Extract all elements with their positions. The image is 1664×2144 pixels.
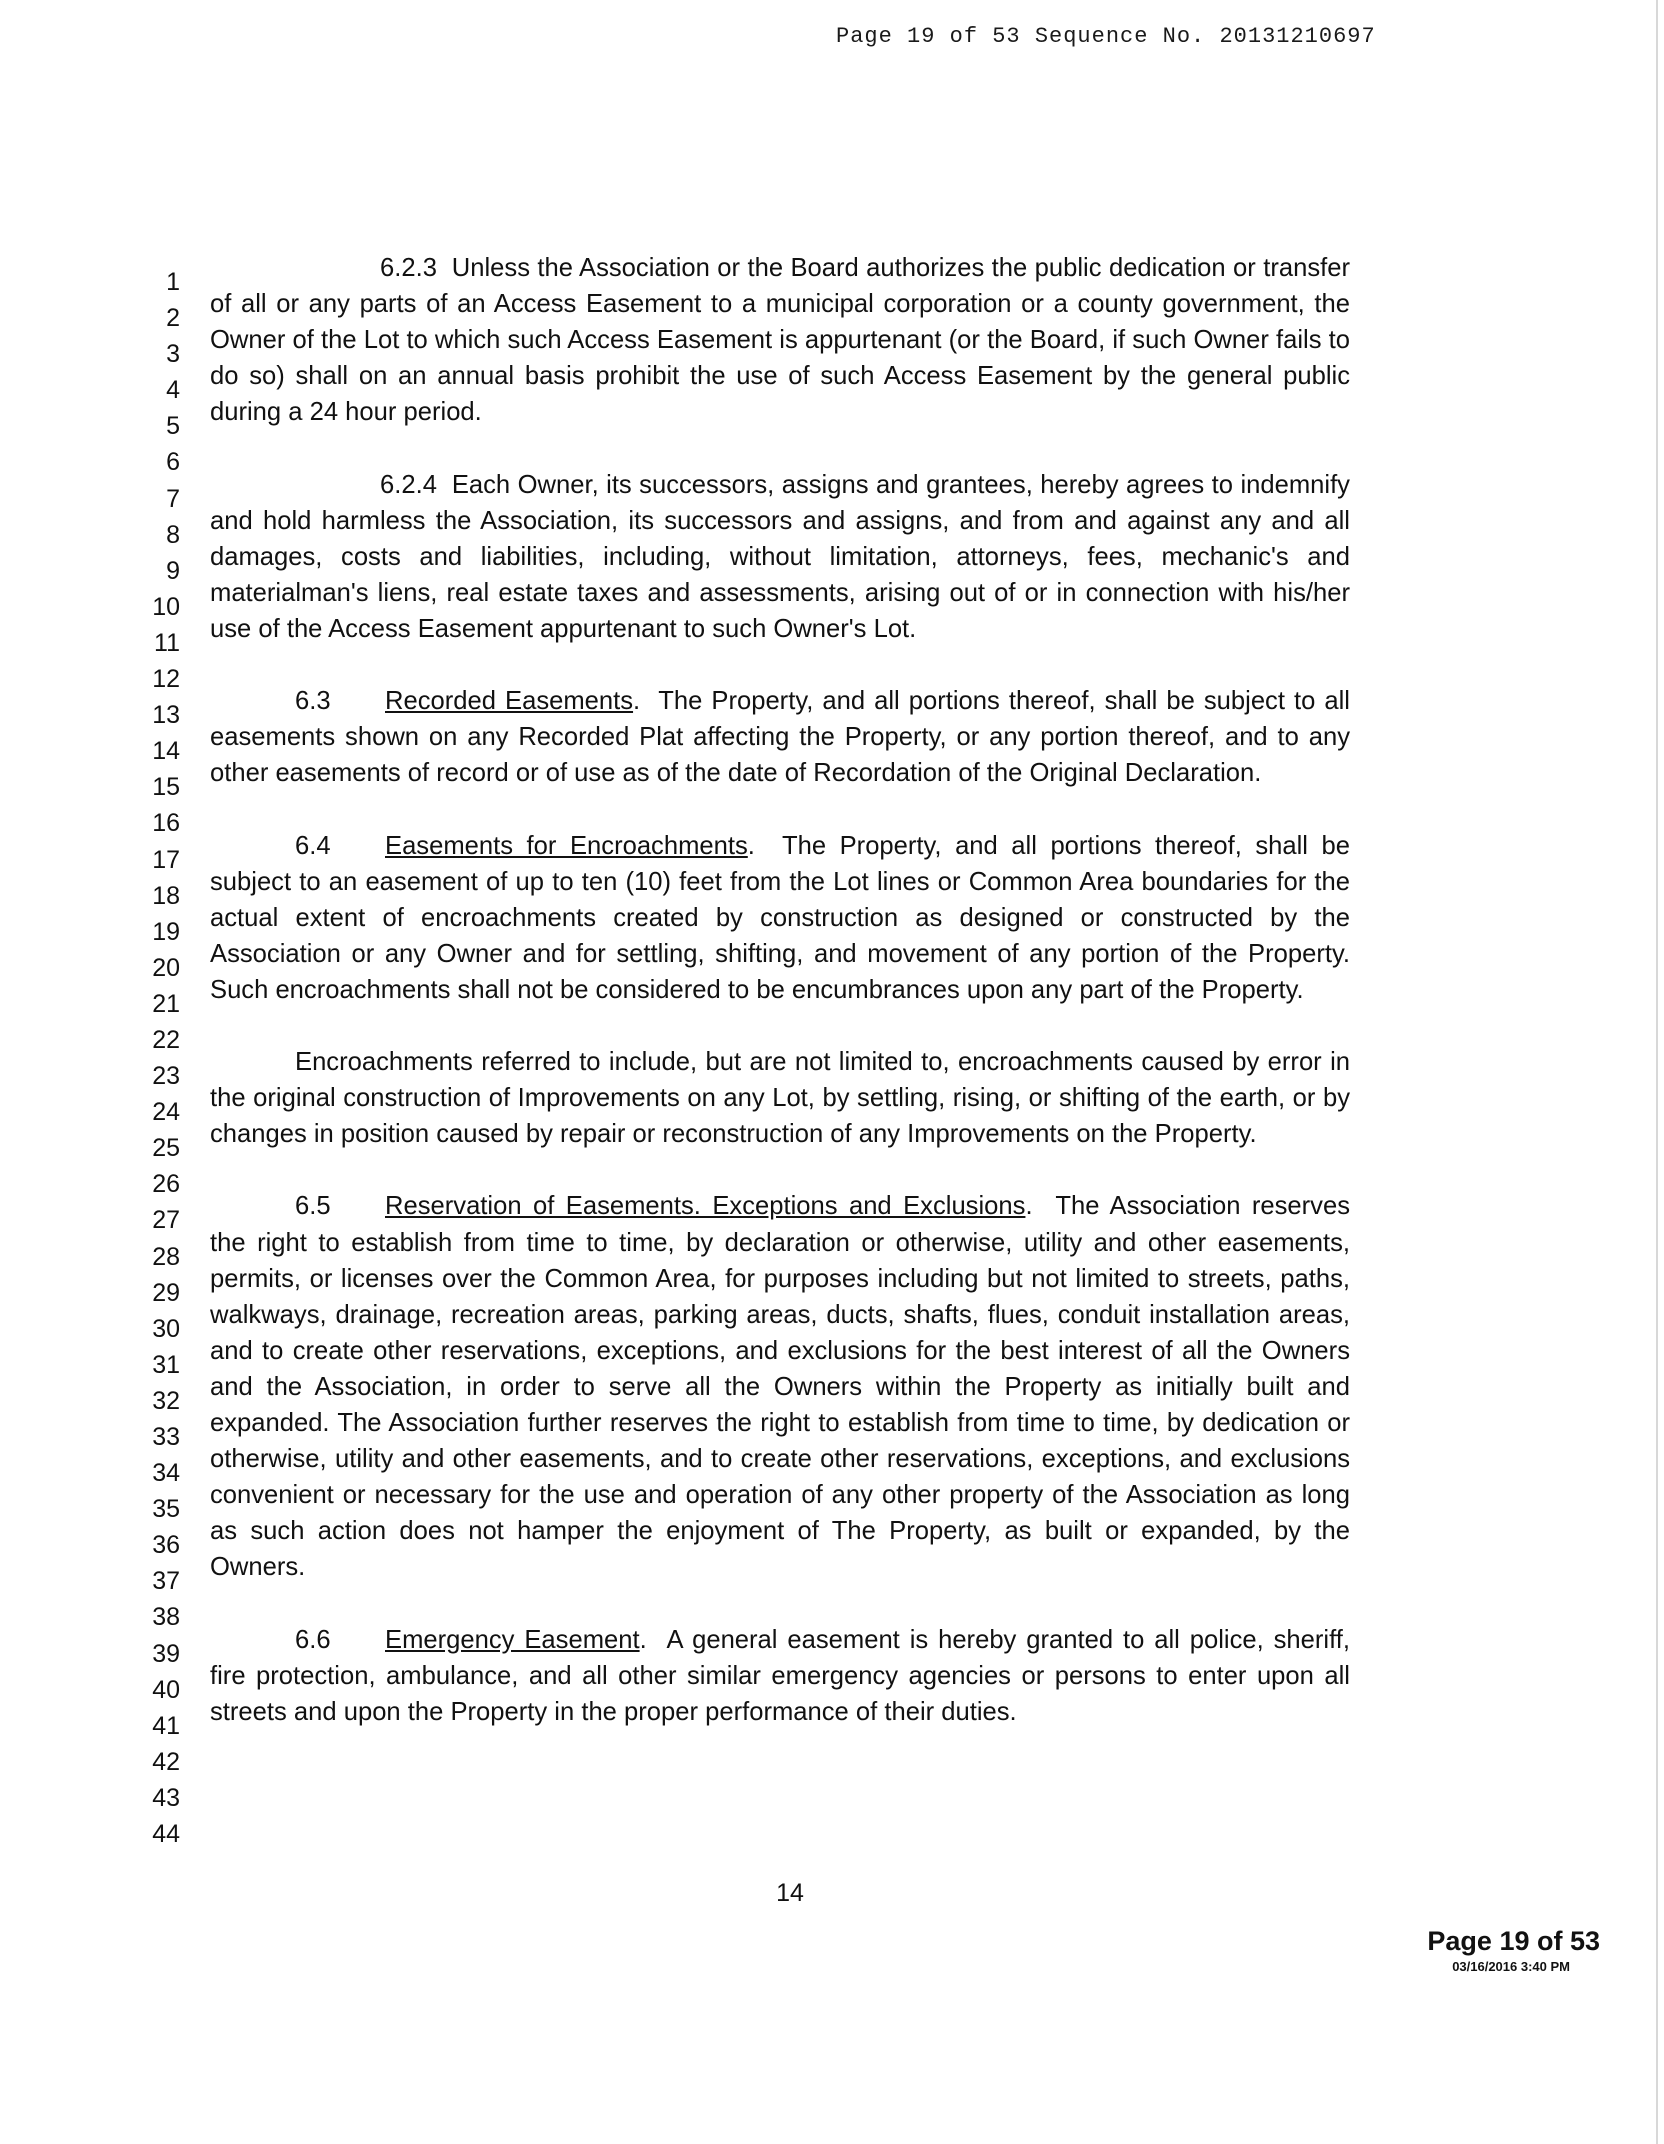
section-heading: Reservation of Easements. Exceptions and Exclusions	[385, 1192, 1026, 1221]
paragraph-6-5: 6.5 Reservation of Easements. Exceptions and Exclusions. The Association reserves the right to establish from time to time, by declaration or otherwise, utility and other easements, permits, or licenses over the Common Area, for purposes including but not limited to streets, paths, walkways, drainage, recreation areas, parking areas, ducts, shafts, flues, conduit installation areas, and to create other reservations, exceptions, and exclusions for the best interest of all the Owners and the Association, in order to serve all the Owners within the Property as initially built and expanded. The Association further reserves the right to establish from time to time, by dedication or otherwise, utility and other easements, and to create other reservations, exceptions, and exclusions convenient or necessary for the use and operation of any other property of the Association as long as such action does not hamper the enjoyment of The Property, as built or expanded, by the Owners.	[210, 1188, 1350, 1585]
line-number: 4	[166, 376, 180, 405]
line-number: 35	[152, 1495, 180, 1524]
line-number: 39	[152, 1639, 180, 1668]
section-number: 6.2.3	[380, 254, 437, 282]
line-number: 30	[152, 1314, 180, 1343]
paragraph-6-4: 6.4 Easements for Encroachments. The Property, and all portions thereof, shall be subject to an easement of up to ten (10) feet from the Lot lines or Common Area boundaries for the actual extent of encroachments created by construction as designed or constructed by the Association or any Owner and for settling, shifting, and movement of any portion of the Property. Such encroachments shall not be considered to be encumbrances upon any part of the Property.	[210, 828, 1350, 1008]
paragraph-6-3: 6.3 Recorded Easements. The Property, and all portions thereof, shall be subject to all easements shown on any Recorded Plat affecting the Property, or any portion thereof, and to any other easements of record or of use as of the date of Recordation of the Original Declaration.	[210, 683, 1350, 791]
paragraph-6-2-3	[210, 250, 1350, 430]
paragraph-6-4-continued	[210, 1044, 1350, 1152]
line-number: 25	[152, 1134, 180, 1163]
line-number: 3	[166, 340, 180, 369]
paragraph-text: Each Owner, its successors, assigns and grantees, hereby agrees to indemnify and hold harmless the Association, its successors and assigns, and from and against any and all damages, costs and liabilities, including, without limitation, attorneys, fees, mechanic's and materialman's liens, real estate taxes and assessments, arising out of or in connection with his/her use of the Access Easement appurtenant to such Owner's Lot.	[210, 470, 1350, 643]
line-number: 44	[152, 1820, 180, 1849]
line-number: 42	[152, 1747, 180, 1776]
paragraph-6-2-4	[210, 467, 1350, 647]
section-heading: Easements for Encroachments	[385, 831, 748, 860]
line-number: 7	[166, 484, 180, 513]
line-number: 17	[152, 845, 180, 874]
section-heading: Emergency Easement	[385, 1625, 640, 1654]
section-heading: Recorded Easements	[385, 687, 634, 716]
section-number: 6.2.4	[380, 470, 437, 499]
document-body	[210, 250, 1350, 1730]
line-number: 33	[152, 1423, 180, 1451]
line-number: 29	[152, 1278, 180, 1307]
line-number: 13	[152, 701, 180, 730]
line-number: 15	[152, 773, 180, 802]
line-number-column	[130, 264, 180, 1852]
line-number: 38	[152, 1603, 180, 1632]
paragraph-text: The Property, and all portions thereof, shall be subject to an easement of up to ten (10) feet from the Lot lines or Common Area boundaries for the actual extent of encroachments created by construction as designed or constructed by the Association or any Owner and for settling, shifting, and movement of any portion of the Property. Such encroachments shall not be considered to be encumbrances upon any part of the Property.	[210, 831, 1350, 1004]
header-sequence-stamp: Page 19 of 53 Sequence No. 20131210697	[836, 24, 1376, 49]
section-number: 6.4	[295, 831, 331, 860]
line-number: 11	[154, 628, 180, 657]
line-number: 36	[152, 1531, 180, 1560]
paragraph-text: The Association reserves the right to establish from time to time, by declaration or otherwise, utility and other easements, permits, or licenses over the Common Area, for purposes including but not limited to streets, paths, walkways, drainage, recreation areas, parking areas, ducts, shafts, flues, conduit installation areas, and to create other reservations, exceptions, and exclusions for the best interest of all the Owners and the Association, in order to serve all the Owners within the Property as initially built and expanded. The Association further reserves the right to establish from time to time, by dedication or otherwise, utility and other easements, and to create other reservations, exceptions, and exclusions convenient or necessary for the use and operation of any other property of the Association as long as such action does not hamper the enjoyment of The Property, as built or expanded, by the Owners.	[210, 1192, 1350, 1582]
line-number: 8	[166, 520, 180, 549]
line-number: 37	[152, 1567, 180, 1596]
line-number: 40	[152, 1675, 180, 1704]
line-number: 26	[152, 1170, 180, 1199]
line-number: 41	[152, 1711, 180, 1740]
line-number: 2	[166, 304, 180, 333]
paragraph-6-6: 6.6 Emergency Easement. A general easement is hereby granted to all police, sheriff, fire protection, ambulance, and all other similar emergency agencies or persons to enter upon all streets and upon the Property in the proper performance of their duties.	[210, 1622, 1350, 1730]
page-number: 14	[776, 1879, 804, 1907]
line-number: 14	[152, 737, 180, 766]
paragraph-text: Encroachments referred to include, but are not limited to, encroachments caused by error in the original construction of Improvements on any Lot, by settling, rising, or shifting of the earth, or by changes in position caused by repair or reconstruction of any Improvements on the Property.	[210, 1048, 1350, 1149]
footer-stamp	[1380, 1926, 1600, 1974]
section-number: 6.3	[295, 687, 331, 716]
paragraph-text: A general easement is hereby granted to all police, sheriff, fire protection, ambulance, and all other similar emergency agencies or persons to enter upon all streets and upon the Property in the proper performance of their duties.	[210, 1625, 1350, 1726]
paragraph-text: The Property, and all portions thereof, shall be subject to all easements shown on any Recorded Plat affecting the Property, or any portion thereof, and to any other easements of record or of use as of the date of Recordation of the Original Declaration.	[210, 687, 1350, 788]
line-number: 24	[152, 1098, 180, 1127]
page-edge-line	[1656, 0, 1658, 2144]
line-number: 1	[166, 268, 180, 296]
line-number: 6	[166, 448, 180, 477]
line-number: 31	[152, 1350, 180, 1379]
line-number: 16	[152, 809, 180, 838]
line-number: 28	[152, 1242, 180, 1271]
paragraph-text: Unless the Association or the Board authorizes the public dedication or transfer of all or any parts of an Access Easement to a municipal corporation or a county government, the Owner of the Lot to which such Access Easement is appurtenant (or the Board, if such Owner fails to do so) shall on an annual basis prohibit the use of such Access Easement by the general public during a 24 hour period.	[210, 254, 1350, 427]
line-number: 18	[152, 881, 180, 910]
footer-timestamp: 03/16/2016 3:40 PM	[1452, 1959, 1570, 1974]
line-number: 22	[152, 1025, 180, 1054]
footer-page-label: Page 19 of 53	[1427, 1926, 1600, 1956]
line-number: 10	[152, 592, 180, 621]
line-number: 43	[152, 1783, 180, 1812]
line-number: 23	[152, 1062, 180, 1091]
line-number: 20	[152, 953, 180, 982]
line-number: 12	[152, 665, 180, 694]
line-number: 21	[152, 989, 180, 1018]
line-number: 5	[166, 412, 180, 441]
line-number: 19	[152, 917, 180, 946]
section-number: 6.6	[295, 1625, 331, 1654]
line-number: 34	[152, 1459, 180, 1488]
line-number: 27	[152, 1206, 180, 1235]
line-number: 9	[166, 556, 180, 585]
line-number: 32	[152, 1386, 180, 1415]
section-number: 6.5	[295, 1192, 331, 1221]
